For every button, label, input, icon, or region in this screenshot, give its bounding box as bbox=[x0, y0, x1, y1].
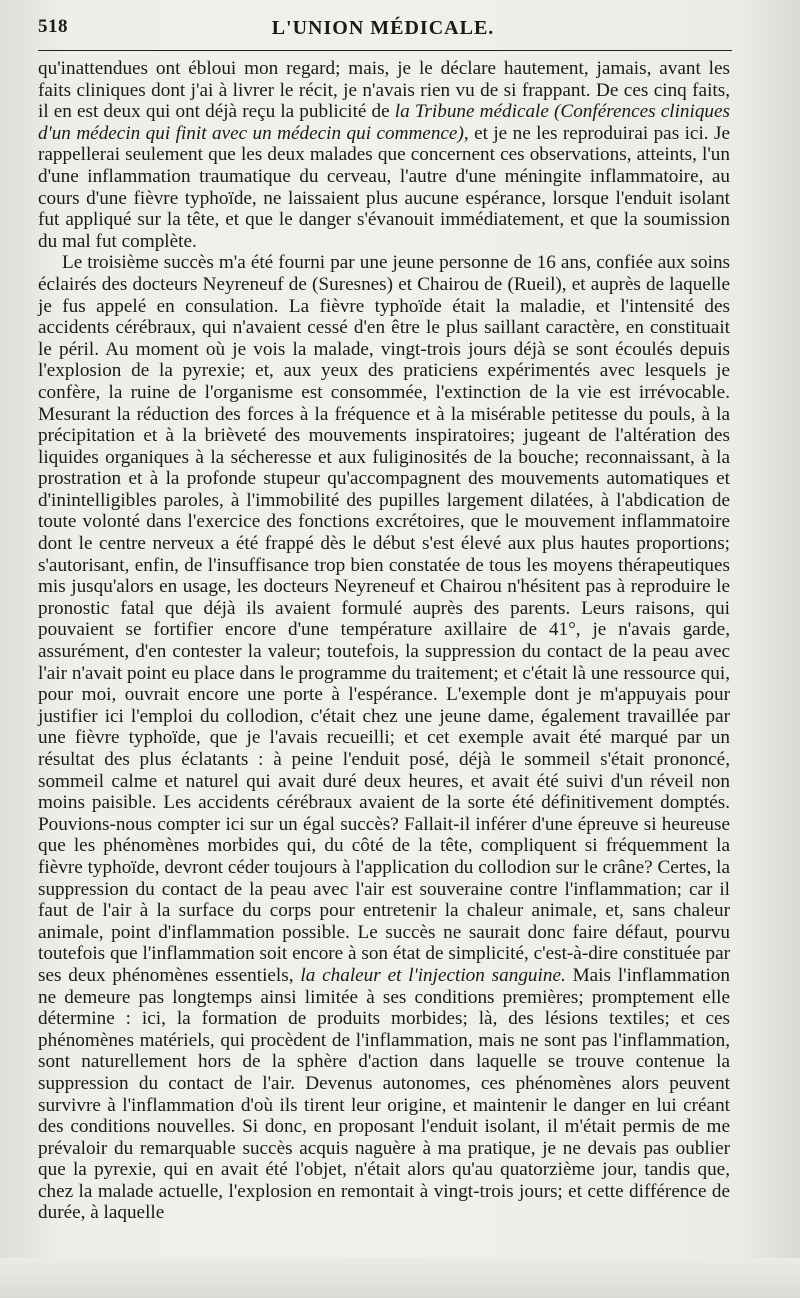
paragraph-2-text-b: Mais l'inflammation ne demeure pas longtemps ainsi limitée à ses conditions premières; promptement elle détermine : ici, la formation de produits morbides; là, des lésions textiles; et ces phénomènes matériels, qui procèdent de l'inflammation, mais ne sont pas l'inflammation, sont naturellement hors de la sphère d'action dans laquelle se trouve contenue la suppression du contact de l'air. Devenus autonomes, ces phénomènes alors peuvent survivre à l'inflammation d'où ils tirent leur origine, et maintenir le danger en lui créant des conditions nouvelles. Si donc, en proposant l'enduit isolant, il m'était permis de me prévaloir du remarquable succès acquis naguère à ma pratique, je ne devais pas oublier que la pyrexie, qui en avait été l'objet, n'était alors qu'au quatorzième jour, tandis que, chez la malade actuelle, l'explosion en remontait à vingt-trois jours; et cette différence de durée, à laquelle bbox=[38, 964, 730, 1224]
page-header bbox=[38, 10, 728, 46]
paragraph-1-text-a: qu'inattendues ont ébloui mon regard; mais, je le déclare hautement, jamais, avant les faits cliniques dont j'ai à livrer le récit, je n'avais rien vu de si frappant. De ces cinq faits, il en est deux qui ont déjà reçu la publicité de bbox=[38, 58, 730, 123]
header-rule bbox=[38, 50, 732, 51]
running-title: L'UNION MÉDICALE. bbox=[271, 16, 495, 39]
paragraph-1 bbox=[38, 58, 730, 252]
paragraph-1-italic: la Tribune médicale (Conférences cliniques d'un médecin qui finit avec un médecin qui commence) bbox=[38, 101, 730, 144]
page-number: 518 bbox=[38, 16, 68, 37]
article-body bbox=[38, 58, 730, 1224]
paragraph-2 bbox=[38, 252, 730, 1224]
page-bottom-margin bbox=[0, 1258, 800, 1298]
paragraph-2-text-a: Le troisième succès m'a été fourni par une jeune personne de 16 ans, confiée aux soins éclairés des docteurs Neyreneuf de (Suresnes) et Chairou de (Rueil), et auprès de laquelle je fus appelé en consulation. La fièvre typhoïde était la maladie, et l'intensité des accidents cérébraux, qui n'avaient cessé d'en être le plus saillant caractère, en constituait le péril. Au moment où je vois la malade, vingt-trois jours déjà se sont écoulés depuis l'explosion de la pyrexie; et, aux yeux des praticiens expérimentés avec lesquels je confère, la ruine de l'organisme est consommée, l'extinction de la vie est irrévocable. Mesurant la réduction des forces à la fréquence et à la misérable petitesse du pouls, à la précipitation et à la brièveté des mouvements inspiratoires; jugeant de l'altération des liquides organiques à la sécheresse et aux fuliginosités de la bouche; reconnaissant, à la prostration et à la profonde stupeur qu'accompagnent des mouvements automatiques et d'inintelligibles paroles, à l'immobilité des pupilles largement dilatées, à l'abdication de toute volonté dans l'exercice des fonctions excrétoires, que le mouvement inflammatoire dont le centre nerveux a été frappé dès le début s'est élevé aux plus hautes proportions; s'autorisant, enfin, de l'insuffisance trop bien constatée de tous les moyens thérapeutiques mis jusqu'alors en usage, les docteurs Neyreneuf et Chairou n'hésitent pas à reproduire le pronostic fatal que déjà ils avaient formulé auprès des parents. Leurs raisons, qui pouvaient se fortifier encore d'une température axillaire de 41°, je n'avais garde, assurément, d'en contester la valeur; toutefois, la suppression du contact de la peau avec l'air n'avait point eu place dans le programme du traitement; et c'était là une ressource qui, pour moi, ouvrait encore une porte à l'espérance. L'exemple dont je m'appuyais pour justifier ici l'emploi du collodion, c'était chez une jeune dame, également travaillée par une fièvre typhoïde, que je l'avais recueilli; et cet exemple avait été marqué par un résultat des plus éclatants : à peine l'enduit posé, déjà le sommeil s'était prononcé, sommeil calme et naturel qui avait duré deux heures, et avait été suivi d'un réveil non moins paisible. Les accidents cérébraux avaient de la sorte été définitivement domptés. Pouvions-nous compter ici sur un égal succès? Fallait-il inférer d'une épreuve si heureuse que les phénomènes morbides qui, du côté de la tête, compliquent si fréquemment la fièvre typhoïde, devront céder toujours à l'application du collodion sur le crâne? Certes, la suppression du contact de la peau avec l'air est souveraine contre l'inflammation; car il faut de l'air à la surface du corps pour entretenir la chaleur animale, et, sans chaleur animale, point d'inflammation possible. Le succès ne saurait donc faire défaut, pourvu toutefois que l'inflammation soit encore à son état de simplicité, c'est-à-dire constituée par ses deux phénomènes essentiels, bbox=[38, 252, 730, 986]
paragraph-1-text-b: , et je ne les reproduirai pas ici. Je rappellerai seulement que les deux malades que concernent ces observations, atteints, l'un d'une inflammation traumatique du cerveau, l'autre d'une méningite inflammatoire, au cours d'une fièvre typhoïde, ne laissaient plus aucune espérance, lorsque l'enduit isolant fut appliqué sur la tête, et que le danger s'évanouit immédiatement, et que la soumission du mal fut complète. bbox=[38, 122, 730, 252]
paragraph-2-italic: la chaleur et l'injection sanguine. bbox=[300, 964, 566, 986]
